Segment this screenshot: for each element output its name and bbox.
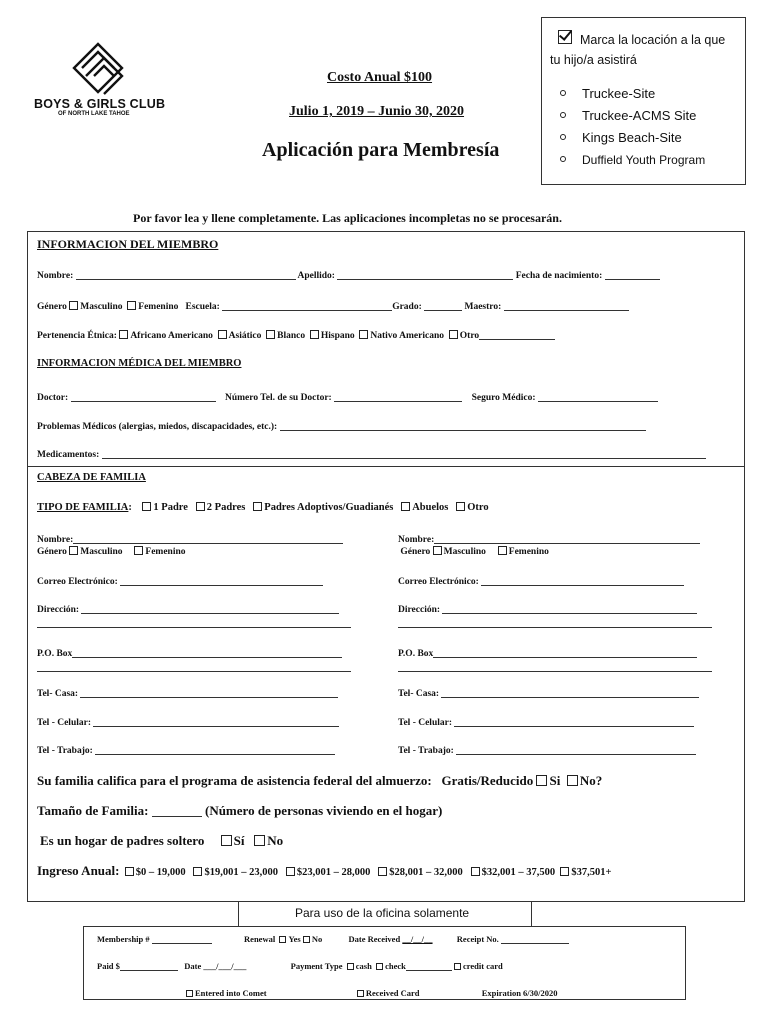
location-option-duffield[interactable]: Duffield Youth Program xyxy=(560,152,705,174)
parent1-pobox-row xyxy=(37,647,351,675)
parent2-email-field[interactable] xyxy=(481,576,684,586)
membership-field[interactable] xyxy=(152,936,212,944)
parent2-female-checkbox[interactable] xyxy=(498,546,507,555)
single-yes-checkbox[interactable] xyxy=(221,835,232,846)
instructions: Por favor lea y llene completamente. Las aplicaciones incompletas no se procesarán. xyxy=(133,211,562,225)
family-size-note: (Número de personas viviendo en el hogar) xyxy=(204,803,443,818)
insurance-field[interactable] xyxy=(538,392,658,402)
male-label: Masculino xyxy=(80,302,123,312)
parent2-work-label: Tel - Trabajo: xyxy=(398,746,454,756)
family-type-checkbox[interactable] xyxy=(253,502,262,511)
expiration-label: Expiration 6/30/2020 xyxy=(481,988,558,998)
parent1-name-label: Nombre: xyxy=(37,535,74,545)
parent2-cell-field[interactable] xyxy=(454,717,694,727)
family-size-label: Tamaño de Familia: xyxy=(37,803,149,818)
doctor-phone-label: Número Tel. de su Doctor: xyxy=(225,393,332,403)
parent2-home-phone-field[interactable] xyxy=(441,688,699,698)
income-row: Ingreso Anual: $0 – 19,000 $19,001 – 23,000 $23,001 – 28,000 $28,001 – 32,000 $32,001 – 37,500 $37,501+ xyxy=(37,863,612,878)
circle-bullet-icon xyxy=(560,112,566,118)
family-size-row xyxy=(37,803,442,819)
renewal-no-checkbox[interactable] xyxy=(303,936,310,943)
parent2-address-field[interactable] xyxy=(442,604,697,614)
parent1-work-label: Tel - Trabajo: xyxy=(37,746,93,756)
member-gender-row xyxy=(37,301,629,312)
doctor-field[interactable] xyxy=(71,392,216,402)
family-type-label: TIPO DE FAMILIA xyxy=(37,502,129,513)
club-logo-icon xyxy=(60,40,170,100)
parent1-name-block: Nombre: Género Masculino Femenino xyxy=(37,534,343,558)
ethnicity-checkbox[interactable] xyxy=(266,330,275,339)
female-checkbox[interactable] xyxy=(127,301,136,310)
cash-checkbox[interactable] xyxy=(347,963,354,970)
parent1-cell-row xyxy=(37,717,339,728)
single-parent-row: Es un hogar de padres soltero Sí No xyxy=(40,833,284,848)
parent2-cell-label: Tel - Celular: xyxy=(398,718,453,728)
parent2-pobox-label: P.O. Box xyxy=(398,649,434,659)
parent1-home-phone-field[interactable] xyxy=(80,688,338,698)
apellido-field[interactable] xyxy=(337,270,513,280)
receipt-field[interactable] xyxy=(501,936,569,944)
medical-problems-field[interactable] xyxy=(280,421,646,431)
gender-label: Género xyxy=(37,302,67,312)
parent1-pobox-field2[interactable] xyxy=(37,662,351,672)
ethnicity-checkbox[interactable] xyxy=(310,330,319,339)
parent1-address-field[interactable] xyxy=(81,604,339,614)
medical-heading: INFORMACION MÉDICA DEL MIEMBRO xyxy=(37,358,242,369)
office-use-title: Para uso de la oficina solamente xyxy=(295,906,470,920)
date-label: Date xyxy=(184,961,202,971)
date-field[interactable]: ___/___/___ xyxy=(203,961,247,971)
teacher-label: Maestro: xyxy=(464,302,502,312)
ethnicity-label: Pertenencia Étnica: xyxy=(37,331,117,341)
parent1-address-row xyxy=(37,603,351,631)
income-checkbox[interactable] xyxy=(378,867,387,876)
member-heading: INFORMACION DEL MIEMBRO xyxy=(37,237,219,251)
checked-box-icon[interactable] xyxy=(558,30,572,44)
family-type-checkbox[interactable] xyxy=(456,502,465,511)
parent1-pobox-label: P.O. Box xyxy=(37,649,73,659)
comet-label: Entered into Comet xyxy=(195,988,267,998)
medications-row xyxy=(37,449,706,460)
logo-subtitle: OF NORTH LAKE TAHOE xyxy=(58,111,130,117)
parent1-home-phone-row xyxy=(37,688,338,699)
parent2-address-field2[interactable] xyxy=(398,618,712,628)
credit-checkbox[interactable] xyxy=(454,963,461,970)
lunch-question: Su familia califica para el programa de asistencia federal del almuerzo: xyxy=(37,773,432,788)
ethnicity-checkbox[interactable] xyxy=(218,330,227,339)
income-checkbox[interactable] xyxy=(560,867,569,876)
birthdate-label: Fecha de nacimiento: xyxy=(515,271,603,281)
membership-label: Membership # xyxy=(97,934,150,944)
birthdate-field[interactable] xyxy=(605,270,660,280)
annual-cost: Costo Anual $100 xyxy=(327,70,433,85)
parent2-address-row xyxy=(398,603,712,631)
renewal-label: Renewal xyxy=(244,934,276,944)
payment-type-label: Payment Type xyxy=(290,961,343,971)
parent2-name-block: Nombre: Género Masculino Femenino xyxy=(398,534,700,558)
ethnicity-checkbox[interactable] xyxy=(449,330,458,339)
member-ethnicity-row: Pertenencia Étnica: Africano Americano Asiático Blanco Hispano Nativo Americano Otro xyxy=(37,330,555,341)
medications-field[interactable] xyxy=(102,449,706,459)
family-type-checkbox[interactable] xyxy=(401,502,410,511)
family-type-checkbox[interactable] xyxy=(142,502,151,511)
parent2-home-phone-label: Tel- Casa: xyxy=(398,689,440,699)
parent2-gender-label: Género xyxy=(400,547,431,557)
insurance-label: Seguro Médico: xyxy=(471,393,536,403)
school-label: Escuela: xyxy=(185,302,220,312)
location-selection-box xyxy=(541,17,746,185)
apellido-label: Apellido: xyxy=(297,271,335,281)
parent2-name-field[interactable] xyxy=(434,534,700,544)
parent2-pobox-field2[interactable] xyxy=(398,662,712,672)
circle-bullet-icon xyxy=(560,156,566,162)
medical-problems-row xyxy=(37,421,646,432)
income-checkbox[interactable] xyxy=(471,867,480,876)
paid-label: Paid $ xyxy=(97,961,120,971)
page-title: Aplicación para Membresía xyxy=(262,139,500,161)
parent1-female-checkbox[interactable] xyxy=(134,546,143,555)
location-option-acms[interactable]: Truckee-ACMS Site xyxy=(560,108,705,130)
medications-label: Medicamentos: xyxy=(37,450,100,460)
office-use-tab xyxy=(238,901,532,927)
parent1-address-label: Dirección: xyxy=(37,605,80,615)
income-checkbox[interactable] xyxy=(193,867,202,876)
receipt-label: Receipt No. xyxy=(456,934,499,944)
received-card-checkbox[interactable] xyxy=(357,990,364,997)
male-checkbox[interactable] xyxy=(69,301,78,310)
circle-bullet-icon xyxy=(560,90,566,96)
date-received-label: Date Received xyxy=(348,934,401,944)
parent1-gender-label: Género xyxy=(37,547,67,557)
female-label: Femenino xyxy=(138,302,179,312)
parent2-male-checkbox[interactable] xyxy=(433,546,442,555)
ethnicity-other-field[interactable] xyxy=(479,330,555,340)
family-heading: CABEZA DE FAMILIA xyxy=(37,472,146,483)
parent1-work-field[interactable] xyxy=(95,745,335,755)
office-row-2: Paid $ Date ___/___/___ Payment Type cash check credit card xyxy=(97,961,503,971)
parent1-home-phone-label: Tel- Casa: xyxy=(37,689,79,699)
parent2-email-row xyxy=(398,576,684,587)
doctor-label: Doctor: xyxy=(37,393,69,403)
family-size-field[interactable] xyxy=(152,807,202,817)
parent2-pobox-field[interactable] xyxy=(433,648,697,658)
lunch-yes-checkbox[interactable] xyxy=(536,775,547,786)
parent1-cell-field[interactable] xyxy=(93,717,339,727)
office-row-3 xyxy=(186,988,558,998)
parent2-home-phone-row xyxy=(398,688,699,699)
member-name-row xyxy=(37,270,660,281)
paid-field[interactable] xyxy=(120,963,178,971)
parent1-pobox-field[interactable] xyxy=(72,648,342,658)
parent1-work-row xyxy=(37,745,335,756)
parent2-name-label: Nombre: xyxy=(398,535,435,545)
date-received-field[interactable]: __/__/__ xyxy=(402,934,433,944)
location-option-truckee[interactable]: Truckee-Site xyxy=(560,86,705,108)
parent1-male-checkbox[interactable] xyxy=(69,546,78,555)
office-row-1: Membership # Renewal Yes No Date Received __/__/__ Receipt No. xyxy=(97,934,569,944)
parent1-email-row xyxy=(37,576,323,587)
parent1-name-field[interactable] xyxy=(73,534,343,544)
received-card-label: Received Card xyxy=(365,988,420,998)
check-number-field[interactable] xyxy=(406,963,452,971)
lunch-no-checkbox[interactable] xyxy=(567,775,578,786)
location-list xyxy=(560,86,705,174)
parent1-email-label: Correo Electrónico: xyxy=(37,577,118,587)
income-label: Ingreso Anual: xyxy=(37,863,120,878)
circle-bullet-icon xyxy=(560,134,566,140)
teacher-field[interactable] xyxy=(504,301,629,311)
parent1-address-field2[interactable] xyxy=(37,618,351,628)
family-type-checkbox[interactable] xyxy=(196,502,205,511)
nombre-field[interactable] xyxy=(76,270,296,280)
lunch-option-label: Gratis/Reducido xyxy=(441,773,534,788)
doctor-row xyxy=(37,392,658,403)
grade-label: Grado: xyxy=(392,302,422,312)
membership-period: Julio 1, 2019 – Junio 30, 2020 xyxy=(289,104,465,119)
single-parent-question: Es un hogar de padres soltero xyxy=(40,833,205,848)
logo-name: BOYS & GIRLS CLUB xyxy=(34,97,166,111)
school-field[interactable] xyxy=(222,301,392,311)
ethnicity-checkbox[interactable] xyxy=(359,330,368,339)
ethnicity-checkbox[interactable] xyxy=(119,330,128,339)
renewal-yes-checkbox[interactable] xyxy=(279,936,286,943)
location-prompt-line2: tu hijo/a asistirá xyxy=(550,53,637,67)
parent2-work-row xyxy=(398,745,696,756)
parent2-cell-row xyxy=(398,717,694,728)
parent1-cell-label: Tel - Celular: xyxy=(37,718,92,728)
location-option-kings-beach[interactable]: Kings Beach-Site xyxy=(560,130,705,152)
single-no-checkbox[interactable] xyxy=(254,835,265,846)
parent2-address-label: Dirección: xyxy=(398,605,441,615)
medical-problems-label: Problemas Médicos (alergias, miedos, discapacidades, etc.): xyxy=(37,422,278,432)
nombre-label: Nombre: xyxy=(37,271,74,281)
check-checkbox[interactable] xyxy=(376,963,383,970)
parent2-pobox-row xyxy=(398,647,712,675)
parent1-email-field[interactable] xyxy=(120,576,323,586)
lunch-row: Su familia califica para el programa de asistencia federal del almuerzo: Gratis/Reducido Si No? xyxy=(37,773,603,788)
location-prompt-line1: Marca la locación a la que xyxy=(580,33,726,47)
doctor-phone-field[interactable] xyxy=(334,392,462,402)
family-type-row: TIPO DE FAMILIA: 1 Padre 2 Padres Padres Adoptivos/Guadianés Abuelos Otro xyxy=(37,502,489,513)
comet-checkbox[interactable] xyxy=(186,990,193,997)
parent2-email-label: Correo Electrónico: xyxy=(398,577,479,587)
income-checkbox[interactable] xyxy=(125,867,134,876)
grade-field[interactable] xyxy=(424,301,462,311)
parent2-work-field[interactable] xyxy=(456,745,696,755)
income-checkbox[interactable] xyxy=(286,867,295,876)
